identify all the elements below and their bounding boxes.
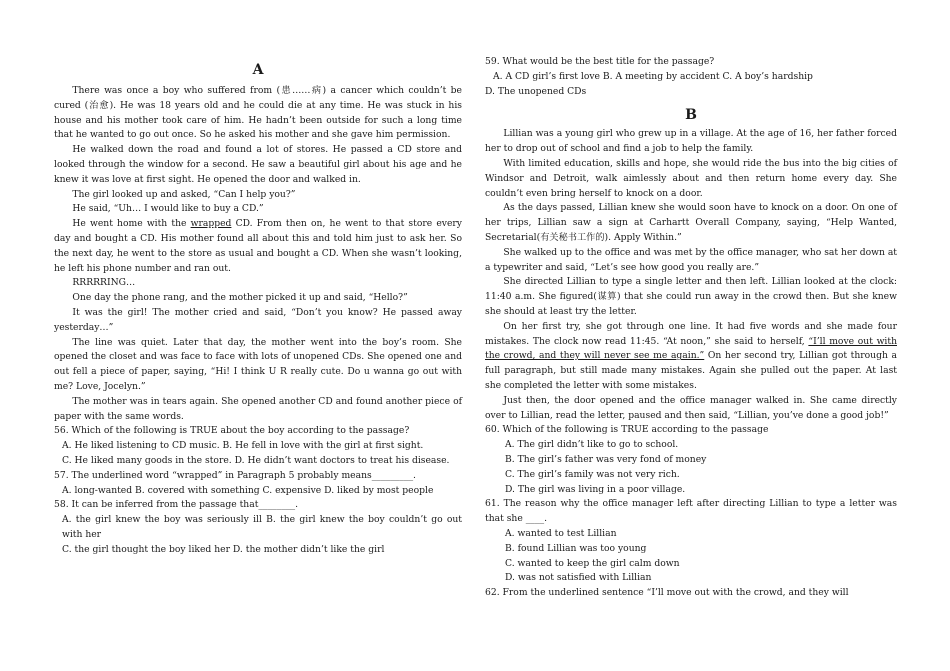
paragraph: As the days passed, Lillian knew she would soon have to knock on a door. On one of her trips, Lillian saw a sign at Carhartt Overall Company, saying, “Help Wanted, Secretarial(有关秘书工作的). Apply Within.” xyxy=(485,202,897,243)
passage-b-title: B xyxy=(685,107,697,124)
option-line: A. wanted to test Lillian xyxy=(505,527,617,539)
paragraph: He said, “Uh… I would like to buy a CD.” xyxy=(72,203,264,215)
paragraph: Lillian was a young girl who grew up in a village. At the age of 16, her father forced her to drop out of school and find a job to help the family. xyxy=(485,128,897,155)
option-line: A. the girl knew the boy was seriously ill B. the girl knew the boy couldn’t go out with her xyxy=(62,514,462,540)
option-line: C. He liked many goods in the store. D. He didn’t want doctors to treat his disease. xyxy=(62,454,450,466)
paragraph: With limited education, skills and hope, she would ride the bus into the big cities of Windsor and Detroit, walk aimlessly about and then return home every day. She couldn’t even bring herself to knock on a door. xyxy=(485,157,897,199)
question-57: 57. The underlined word “wrapped” in Paragraph 5 probably means_________. xyxy=(54,469,416,481)
question-59: 59. What would be the best title for the passage? xyxy=(485,56,715,67)
question-56: 56. Which of the following is TRUE about the boy according to the passage? xyxy=(54,425,410,437)
paragraph: The girl looked up and asked, “Can I help you?” xyxy=(72,188,296,200)
option-line: A. The girl didn’t like to go to school. xyxy=(505,439,679,451)
option-line: D. The unopened CDs xyxy=(485,85,587,97)
paragraph: The mother was in tears again. She opened another CD and found another piece of paper with the same words. xyxy=(54,395,462,422)
option-line: A. long-wanted B. covered with something C. expensive D. liked by most people xyxy=(62,484,434,496)
option-line: C. The girl’s family was not very rich. xyxy=(505,468,680,480)
option-line: D. The girl was living in a poor village. xyxy=(505,483,686,495)
option-line: A. A CD girl’s first love B. A meeting by accident C. A boy’s hardship xyxy=(493,70,813,82)
question-60: 60. Which of the following is TRUE according to the passage xyxy=(485,424,769,436)
passage-a-title: A xyxy=(252,62,264,78)
paragraph: One day the phone rang, and the mother picked it up and said, “Hello?” xyxy=(72,292,408,304)
paragraph: There was once a boy who suffered from (患……病) a cancer which couldn’t be cured (治愈). He was 18 years old and he could die at any time. He was stuck in his house and his mother took care of him. He hadn’t been outside for such a long time that he wanted to go out once. So he asked his mother and she gave him permission. xyxy=(54,85,462,141)
question-58: 58. It can be inferred from the passage that________. xyxy=(54,499,299,511)
underlined-word: wrapped xyxy=(190,218,232,230)
passage-b-column xyxy=(485,0,897,601)
paragraph: She directed Lillian to type a single letter and then left. Lillian looked at the clock: 11:40 a.m. She figured(谋算) that she could run away in the crowd then. But she knew she should at least try the letter. xyxy=(485,276,897,317)
question-61: 61. The reason why the office manager left after directing Lillian to type a letter was that she ____. xyxy=(485,498,897,525)
paragraph: On her first try, she got through one line. It had five words and she made four mistakes. The clock now read 11:45. “At noon,” she said to herself, “I’ll move out with the crowd, and they will never see me again.” On her second try, Lillian got through a full paragraph, but still made many mistakes. Again she pulled out the paper. At last she completed the letter with some mistakes. xyxy=(485,320,897,391)
option-line: B. found Lillian was too young xyxy=(505,542,647,554)
option-line: D. was not satisfied with Lillian xyxy=(505,572,652,584)
paragraph: She walked up to the office and was met by the office manager, who sat her down at a typewriter and said, “Let’s see how good you really are.” xyxy=(485,246,897,273)
option-line: C. the girl thought the boy liked her D. the mother didn’t like the girl xyxy=(62,543,385,555)
paragraph: He walked down the road and found a lot of stores. He passed a CD store and looked through the window for a second. He saw a beautiful girl about his age and he knew it was love at first sight. He opened the door and walked in. xyxy=(54,144,462,185)
paragraph: Just then, the door opened and the office manager walked in. She came directly over to Lillian, read the letter, paused and then said, “Lillian, you’ve done a good job!” xyxy=(485,394,897,421)
paragraph: RRRRRING… xyxy=(72,277,136,289)
option-line: B. The girl’s father was very fond of money xyxy=(505,453,707,465)
paragraph: It was the girl! The mother cried and said, “Don’t you know? He passed away yesterday…” xyxy=(54,306,462,333)
underlined-sentence: “I’ll move out with the crowd, and they will never see me again.” xyxy=(485,335,897,362)
passage-a-column xyxy=(54,0,462,558)
option-line: C. wanted to keep the girl calm down xyxy=(505,557,680,569)
option-line: A. He liked listening to CD music. B. He fell in love with the girl at first sight. xyxy=(62,440,424,452)
paragraph: He went home with the wrapped CD. From then on, he went to that store every day and bought a CD. His mother found all about this and told him just to ask her. So the next day, he went to the store as usual and bought a CD. When she wasn’t looking, he left his phone number and ran out. xyxy=(54,218,462,274)
paragraph: The line was quiet. Later that day, the mother went into the boy’s room. She opened the closet and was face to face with lots of unopened CDs. She opened one and out fell a piece of paper, saying, “Hi! I think U R really cute. Do u wanna go out with me? Love, Jocelyn.” xyxy=(54,336,462,392)
question-62: 62. From the underlined sentence “I’ll move out with the crowd, and they will xyxy=(485,587,849,599)
